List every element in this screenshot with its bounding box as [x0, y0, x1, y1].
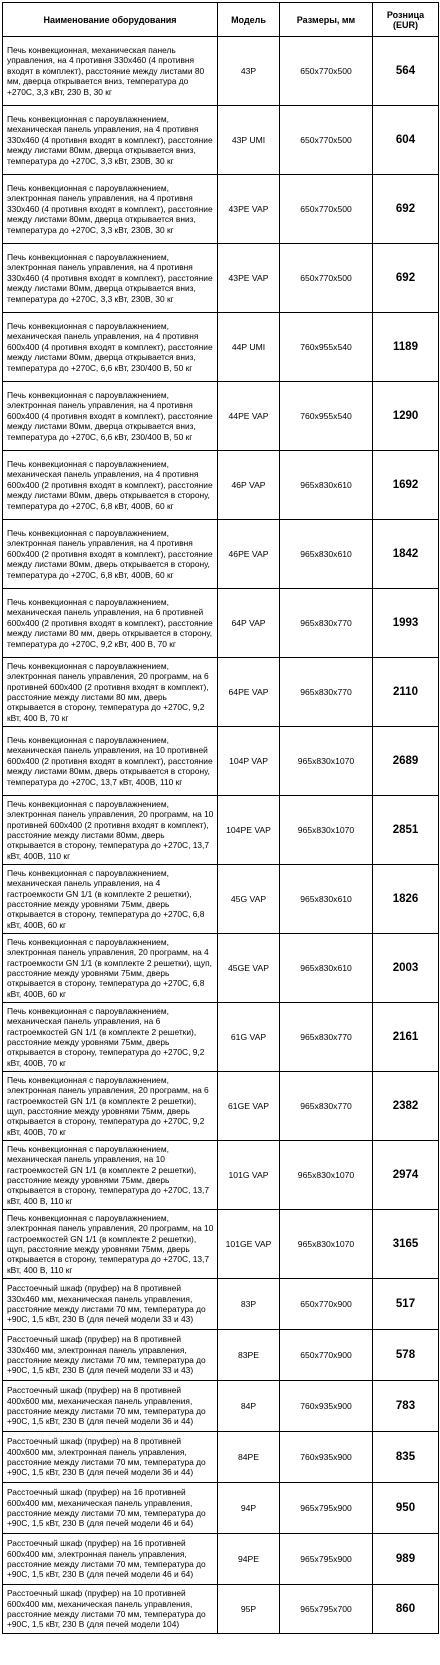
- price-list-sheet: [2, 2, 438, 1634]
- header-price: [373, 3, 439, 37]
- row-model: 83P: [218, 1279, 280, 1330]
- row-size: 965x830x610: [280, 934, 373, 1003]
- row-price: 604: [373, 106, 439, 175]
- row-description: Печь конвекционная с пароувлажнением, механическая панель управления, на 4 гастроемкости GN 1/1 (в комплекте 2 решетки), расстояние между уровнями 75мм, дверь открывается в сторону, температура до +270С, 6,8 кВт, 400В, 60 кг: [3, 865, 218, 934]
- row-description: Печь конвекционная с пароувлажнением, электронная панель управления, на 4 противня 600х400 (2 противня входят в комплект), расстояние между листами 80мм, дверь открывается в сторону, температура до +270С, 6,8 кВт, 400В, 60 кг: [3, 520, 218, 589]
- row-description: Расстоечный шкаф (пруфер) на 16 противней 600х400 мм, механическая панель управления, расстояние между листами 70 мм, температура до +90С, 1,5 кВт, 230 В (для печей модели 46 и 64): [3, 1483, 218, 1534]
- row-price: 950: [373, 1483, 439, 1534]
- row-price: 517: [373, 1279, 439, 1330]
- row-price: 3165: [373, 1210, 439, 1279]
- row-model: 64PE VAP: [218, 658, 280, 727]
- row-size: 965x830x770: [280, 658, 373, 727]
- row-price: 2382: [373, 1072, 439, 1141]
- table-row: [3, 1279, 439, 1330]
- table-row: [3, 1141, 439, 1210]
- row-description: Расстоечный шкаф (пруфер) на 10 противней 600х400 мм, механическая панель управления, расстояние между листами 70 мм, температура до +90С, 1,5 кВт, 230 В (для печей модели 104): [3, 1585, 218, 1634]
- row-price: 860: [373, 1585, 439, 1634]
- row-description: Расстоечный шкаф (пруфер) на 8 противней 400х600 мм, механическая панель управления, расстояние между листами 70 мм, температура до +90С, 1,5 кВт, 230 В (для печей модели 36 и 44): [3, 1381, 218, 1432]
- row-description: Печь конвекционная с пароувлажнением, электронная панель управления, на 4 противня 330х460 (4 противня входят в комплект), расстояние между листами 80мм, дверца открывается вниз, температура до +270С, 3,3 кВт, 230В, 30 кг: [3, 175, 218, 244]
- row-description: Печь конвекционная, механическая панель управления, на 4 противня 330х460 (4 противня входят в комплект), расстояние между листами 80 мм, дверца открывается вниз, температура до +270С, 3,3 кВт, 230 В, 30 кг: [3, 37, 218, 106]
- row-size: 965x830x1070: [280, 727, 373, 796]
- row-size: 650x770x900: [280, 1330, 373, 1381]
- row-price: 2161: [373, 1003, 439, 1072]
- header-price-label: Розница: [386, 9, 425, 20]
- row-price: 1993: [373, 589, 439, 658]
- row-price: 2851: [373, 796, 439, 865]
- table-row: [3, 1330, 439, 1381]
- row-price: 564: [373, 37, 439, 106]
- table-row: [3, 520, 439, 589]
- row-description: Печь конвекционная с пароувлажнением, электронная панель управления, на 4 противня 330х460 (4 противня входят в комплект), расстояние между листами 80мм, дверца открывается вниз, температура до +270С, 3,3 кВт, 230В, 30 кг: [3, 244, 218, 313]
- row-size: 965x795x900: [280, 1534, 373, 1585]
- row-price: 692: [373, 175, 439, 244]
- row-model: 44PE VAP: [218, 382, 280, 451]
- row-price: 1692: [373, 451, 439, 520]
- row-size: 965x795x700: [280, 1585, 373, 1634]
- row-description: Расстоечный шкаф (пруфер) на 8 противней 330х460 мм, механическая панель управления, расстояние между листами 70 мм, температура до +90С, 1,5 кВт, 230 В (для печей модели 33 и 43): [3, 1279, 218, 1330]
- row-model: 104P VAP: [218, 727, 280, 796]
- row-price: 783: [373, 1381, 439, 1432]
- row-model: 43P: [218, 37, 280, 106]
- row-size: 760x955x540: [280, 382, 373, 451]
- row-price: 692: [373, 244, 439, 313]
- row-size: 760x935x900: [280, 1432, 373, 1483]
- row-description: Печь конвекционная с пароувлажнением, механическая панель управления, на 10 противней 600х400 (2 противня входят в комплект), расстояние между листами 80мм, дверь открывается в сторону, температура до +270С, 13,7 кВт, 400В, 110 кг: [3, 727, 218, 796]
- header-model: Модель: [218, 3, 280, 37]
- table-header-row: [3, 3, 439, 37]
- row-model: 101G VAP: [218, 1141, 280, 1210]
- row-description: Печь конвекционная с пароувлажнением, электронная панель управления, 20 программ, на 4 гастроемкости GN 1/1 (в комплекте 2 решетки), щуп, расстояние между уровнями 75мм, дверь открывается в сторону, температура до +270С, 6,8 кВт, 400В, 60 кг: [3, 934, 218, 1003]
- row-price: 2110: [373, 658, 439, 727]
- row-description: Печь конвекционная с пароувлажнением, механическая панель управления, на 6 противней 600х400 (2 противня входят в комплект), расстояние между листами 80 мм, дверь открывается в сторону, температура до +270С, 9,2 кВт, 400 В, 70 кг: [3, 589, 218, 658]
- row-model: 61G VAP: [218, 1003, 280, 1072]
- row-size: 965x830x610: [280, 451, 373, 520]
- row-price: 2974: [373, 1141, 439, 1210]
- table-row: [3, 175, 439, 244]
- row-price: 2003: [373, 934, 439, 1003]
- row-model: 95P: [218, 1585, 280, 1634]
- row-size: 650x770x500: [280, 175, 373, 244]
- row-description: Печь конвекционная с пароувлажнением, механическая панель управления, на 4 противня 600х400 (2 противня входят в комплект), расстояние между листами 80мм, дверь открывается в сторону, температура до +270С, 6,8 кВт, 400В, 60 кг: [3, 451, 218, 520]
- row-size: 650x770x500: [280, 244, 373, 313]
- row-model: 84P: [218, 1381, 280, 1432]
- row-description: Печь конвекционная с пароувлажнением, электронная панель управления, на 4 противня 600х400 (4 противня входят в комплект), расстояние между листами 80мм, дверца открывается вниз, температура до +270С, 6,6 кВт, 230/400 В, 50 кг: [3, 382, 218, 451]
- row-size: 965x830x770: [280, 1003, 373, 1072]
- row-model: 46P VAP: [218, 451, 280, 520]
- table-row: [3, 589, 439, 658]
- table-row: [3, 865, 439, 934]
- table-row: [3, 244, 439, 313]
- row-description: Печь конвекционная с пароувлажнением, механическая панель управления, на 10 гастроемкостей GN 1/1 (в комплекте 2 решетки), расстояние между уровнями 75мм, дверь открывается в сторону, температура до +270С, 13,7 кВт, 400 В, 110 кг: [3, 1141, 218, 1210]
- row-size: 650x770x500: [280, 106, 373, 175]
- row-size: 965x830x610: [280, 520, 373, 589]
- row-model: 61GE VAP: [218, 1072, 280, 1141]
- row-description: Печь конвекционная с пароувлажнением, механическая панель управления, на 6 гастроемкостей GN 1/1 (в комплекте 2 решетки), расстояние между уровнями 75мм, дверь открывается в сторону, температура до +270С, 9,2 кВт, 400В, 70 кг: [3, 1003, 218, 1072]
- row-size: 965x830x1070: [280, 796, 373, 865]
- table-row: [3, 313, 439, 382]
- row-description: Печь конвекционная с пароувлажнением, механическая панель управления, на 4 противня 330х460 (4 противня входят в комплект), расстояние между листами 80мм, дверца открывается вниз, температура до +270С, 3,3 кВт, 230В, 30 кг: [3, 106, 218, 175]
- row-description: Печь конвекционная с пароувлажнением, электронная панель управления, 20 программ, на 10 гастроемкостей GN 1/1 (в комплекте 2 решетки), щуп, расстояние между уровнями 75мм, дверь открывается в сторону, температура до +270С, 13,7 кВт, 400 В, 110 кг: [3, 1210, 218, 1279]
- row-model: 43PE VAP: [218, 175, 280, 244]
- row-size: 965x830x1070: [280, 1210, 373, 1279]
- row-size: 760x955x540: [280, 313, 373, 382]
- table-row: [3, 934, 439, 1003]
- row-size: 650x770x500: [280, 37, 373, 106]
- row-description: Расстоечный шкаф (пруфер) на 8 противней 330х460 мм, электронная панель управления, расстояние между листами 70 мм, температура до +90С, 1,5 кВт, 230 В (для печей модели 33 и 43): [3, 1330, 218, 1381]
- row-price: 2689: [373, 727, 439, 796]
- row-model: 45GE VAP: [218, 934, 280, 1003]
- row-price: 578: [373, 1330, 439, 1381]
- table-row: [3, 451, 439, 520]
- row-description: Печь конвекционная с пароувлажнением, электронная панель управления, 20 программ, на 10 противней 600х400 (2 противня входят в комплект), расстояние между листами 80мм, дверь открывается в сторону, температура до +270С, 13,7 кВт, 400В, 110 кг: [3, 796, 218, 865]
- row-model: 44P UMI: [218, 313, 280, 382]
- table-row: [3, 106, 439, 175]
- table-row: [3, 1072, 439, 1141]
- table-row: [3, 727, 439, 796]
- row-size: 965x830x770: [280, 1072, 373, 1141]
- row-model: 43PE VAP: [218, 244, 280, 313]
- row-size: 965x830x770: [280, 589, 373, 658]
- header-price-currency: (EUR): [393, 19, 418, 30]
- table-row: [3, 1585, 439, 1634]
- table-row: [3, 37, 439, 106]
- table-row: [3, 1432, 439, 1483]
- row-model: 94P: [218, 1483, 280, 1534]
- table-row: [3, 1381, 439, 1432]
- row-price: 1290: [373, 382, 439, 451]
- row-model: 101GE VAP: [218, 1210, 280, 1279]
- table-body: [3, 37, 439, 1634]
- header-size: Размеры, мм: [280, 3, 373, 37]
- row-size: 965x830x1070: [280, 1141, 373, 1210]
- row-size: 650x770x900: [280, 1279, 373, 1330]
- table-row: [3, 1003, 439, 1072]
- row-model: 94PE: [218, 1534, 280, 1585]
- row-size: 965x830x610: [280, 865, 373, 934]
- row-description: Расстоечный шкаф (пруфер) на 16 противней 600х400 мм, электронная панель управления, расстояние между листами 70 мм, температура до +90С, 1,5 кВт, 230 В (для печей модели 46 и 64): [3, 1534, 218, 1585]
- table-row: [3, 1210, 439, 1279]
- row-price: 989: [373, 1534, 439, 1585]
- equipment-price-table: [2, 2, 439, 1634]
- row-description: Печь конвекционная с пароувлажнением, электронная панель управления, 20 программ, на 6 противней 600х400 (2 противня входят в комплект), расстояние между листами 80 мм, дверь открывается в сторону, температура до +270С, 9,2 кВт, 400 В, 70 кг: [3, 658, 218, 727]
- row-size: 965x795x900: [280, 1483, 373, 1534]
- header-name: Наименование оборудования: [3, 3, 218, 37]
- row-price: 1826: [373, 865, 439, 934]
- row-model: 83PE: [218, 1330, 280, 1381]
- row-description: Печь конвекционная с пароувлажнением, механическая панель управления, на 4 противня 600х400 (4 противня входят в комплект), расстояние между листами 80мм, дверца открывается вниз, температура до +270С, 6,6 кВт, 230/400 В, 50 кг: [3, 313, 218, 382]
- row-price: 835: [373, 1432, 439, 1483]
- row-price: 1189: [373, 313, 439, 382]
- row-size: 760x935x900: [280, 1381, 373, 1432]
- row-model: 43P UMI: [218, 106, 280, 175]
- row-model: 104PE VAP: [218, 796, 280, 865]
- row-model: 64P VAP: [218, 589, 280, 658]
- table-row: [3, 658, 439, 727]
- row-description: Печь конвекционная с пароувлажнением, электронная панель управления, 20 программ, на 6 гастроемкостей GN 1/1 (в комплекте 2 решетки), щуп, расстояние между уровнями 75мм, дверь открывается в сторону, температура до +270С, 9,2 кВт, 400В, 70 кг: [3, 1072, 218, 1141]
- row-model: 46PE VAP: [218, 520, 280, 589]
- table-row: [3, 796, 439, 865]
- row-price: 1842: [373, 520, 439, 589]
- table-row: [3, 1534, 439, 1585]
- row-model: 45G VAP: [218, 865, 280, 934]
- table-row: [3, 382, 439, 451]
- row-description: Расстоечный шкаф (пруфер) на 8 противней 400х600 мм, электронная панель управления, расстояние между листами 70 мм, температура до +90С, 1,5 кВт, 230 В (для печей модели 36 и 44): [3, 1432, 218, 1483]
- table-row: [3, 1483, 439, 1534]
- row-model: 84PE: [218, 1432, 280, 1483]
